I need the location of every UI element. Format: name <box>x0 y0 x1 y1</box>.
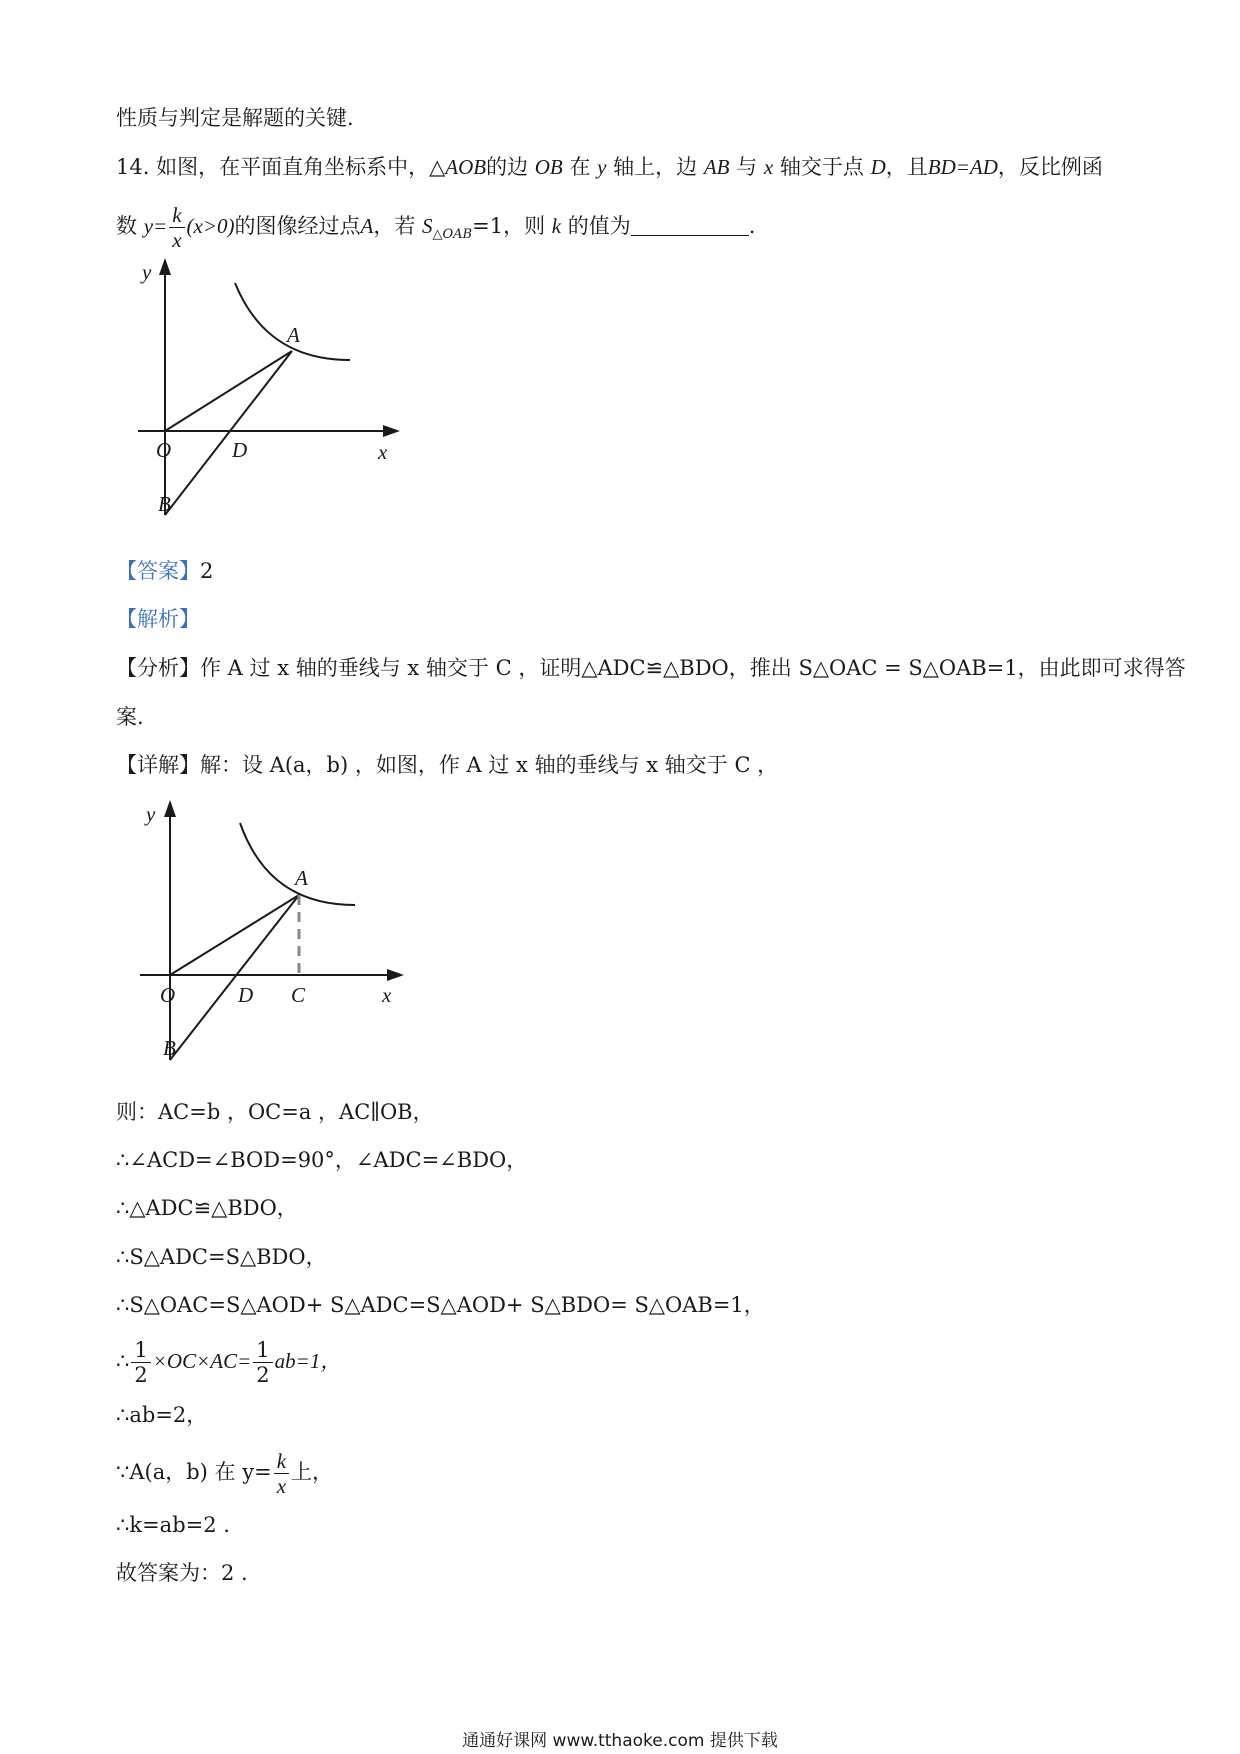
question-text: =1，则 <box>472 214 546 238</box>
figure-2-coordinate-diagram <box>120 795 420 1075</box>
frac-denominator: 2 <box>256 1363 270 1387</box>
fraction-k-over-x <box>169 203 184 252</box>
question-text: ，若 <box>373 214 416 238</box>
fenxi-text: 作 A 过 x 轴的垂线与 x 轴交于 C ，证明△ADC≌△BDO，推出 S△OAC = S△OAB=1，由此即可求得答 <box>200 656 1186 680</box>
question-text: 轴上，边 <box>613 155 698 179</box>
step-10: 故答案为：2 . <box>116 1561 248 1585</box>
label-d: D <box>238 983 254 1007</box>
step-text: ∵A(a，b) 在 y= <box>116 1460 272 1484</box>
function-lhs: y= <box>143 214 168 238</box>
x-axis-arrow-icon <box>383 425 400 437</box>
label-o: O <box>160 983 176 1007</box>
question-number: 14. <box>116 155 150 179</box>
page-footer: 通通好课网 www.tthaoke.com 提供下载 <box>462 1731 778 1751</box>
segment-ba <box>165 351 292 515</box>
hyperbola-curve <box>235 283 350 360</box>
step-text: 上， <box>291 1460 334 1484</box>
frac-numerator: k <box>169 203 184 228</box>
step-6 <box>116 1335 341 1387</box>
question-text: 的图像经过点 <box>234 214 361 238</box>
answer-value: 2 <box>200 559 214 583</box>
step-7: ∴ab=2， <box>116 1403 208 1427</box>
segment-oa <box>165 351 292 431</box>
segment-ba <box>170 895 299 1060</box>
answer-blank <box>631 213 749 236</box>
question-text: 在 <box>569 155 591 179</box>
question-text: 与 <box>736 155 758 179</box>
question-line-1 <box>116 152 1103 182</box>
fenxi-line-2: 案. <box>116 705 144 729</box>
frac-numerator: 1 <box>131 1338 150 1363</box>
triangle-aob: AOB <box>445 155 487 179</box>
therefore-symbol: ∴ <box>116 1349 130 1373</box>
question-text: 的值为 <box>567 214 631 238</box>
label-b: B <box>163 1036 176 1060</box>
point-d: D <box>870 155 886 179</box>
question-line-2 <box>116 200 755 252</box>
frac-numerator: k <box>274 1449 289 1474</box>
intro-tail-text: 性质与判定是解题的关键. <box>116 106 354 130</box>
label-x: x <box>382 983 392 1007</box>
question-text: 如图，在平面直角坐标系中，△ <box>156 155 446 179</box>
frac-numerator: 1 <box>253 1338 272 1363</box>
answer-tag: 【答案】 <box>116 559 200 583</box>
side-ob: OB <box>534 155 563 179</box>
label-d: D <box>232 438 248 462</box>
detail-text: 解：设 A(a，b) ，如图，作 A 过 x 轴的垂线与 x 轴交于 C ， <box>200 753 779 777</box>
step-1: 则：AC=b ，OC=a ，AC∥OB， <box>116 1100 434 1124</box>
var-x: x <box>763 155 774 179</box>
area-subscript: △OAB <box>432 227 473 242</box>
hyperbola-curve <box>240 823 355 905</box>
label-y: y <box>146 802 156 826</box>
question-text: ，反比例函 <box>997 155 1103 179</box>
step-text: ×OC×AC= <box>152 1349 252 1373</box>
step-4: ∴S△ADC=S△BDO， <box>116 1245 327 1269</box>
label-b: B <box>158 492 171 516</box>
label-c: C <box>291 983 306 1007</box>
detail-tag: 【详解】 <box>116 753 200 777</box>
label-o: O <box>156 438 172 462</box>
question-text: . <box>748 214 756 238</box>
detail-line-1 <box>116 750 778 780</box>
step-5: ∴S△OAC=S△AOD+ S△ADC=S△AOD+ S△BDO= S△OAB=1， <box>116 1293 765 1317</box>
figure-1-coordinate-diagram <box>120 255 420 535</box>
fenxi-line-1 <box>116 653 1186 683</box>
answer-line <box>116 556 213 586</box>
question-text: ，且 <box>885 155 928 179</box>
question-text: 轴交于点 <box>779 155 864 179</box>
point-a: A <box>360 214 374 238</box>
label-a: A <box>295 866 308 890</box>
step-8 <box>116 1446 333 1498</box>
step-2: ∴∠ACD=∠BOD=90°，∠ADC=∠BDO， <box>116 1148 528 1172</box>
var-k: k <box>551 214 562 238</box>
area-symbol: S <box>422 214 433 238</box>
segment-oa <box>170 895 299 975</box>
step-3: ∴△ADC≌△BDO， <box>116 1196 298 1220</box>
frac-denominator: x <box>276 1474 287 1498</box>
question-text: 数 <box>116 214 137 238</box>
y-axis-arrow-icon <box>159 258 171 275</box>
side-ab: AB <box>703 155 730 179</box>
label-y: y <box>142 260 152 284</box>
fraction-one-half <box>253 1338 272 1387</box>
condition-bd-ad: BD=AD <box>927 155 998 179</box>
label-x: x <box>378 440 388 464</box>
step-text: ab=1， <box>274 1349 342 1373</box>
frac-denominator: x <box>172 228 182 252</box>
fraction-one-half <box>131 1338 150 1387</box>
label-a: A <box>287 323 300 347</box>
fenxi-tag: 【分析】 <box>116 656 200 680</box>
x-axis-arrow-icon <box>387 969 404 981</box>
frac-denominator: 2 <box>134 1363 148 1387</box>
y-axis-arrow-icon <box>164 800 176 817</box>
fraction-k-over-x <box>274 1449 289 1498</box>
analysis-tag: 【解析】 <box>116 607 200 631</box>
step-9: ∴k=ab=2 . <box>116 1513 230 1537</box>
domain: (x>0) <box>186 214 235 238</box>
var-y: y <box>597 155 607 179</box>
question-text: 的边 <box>486 155 529 179</box>
